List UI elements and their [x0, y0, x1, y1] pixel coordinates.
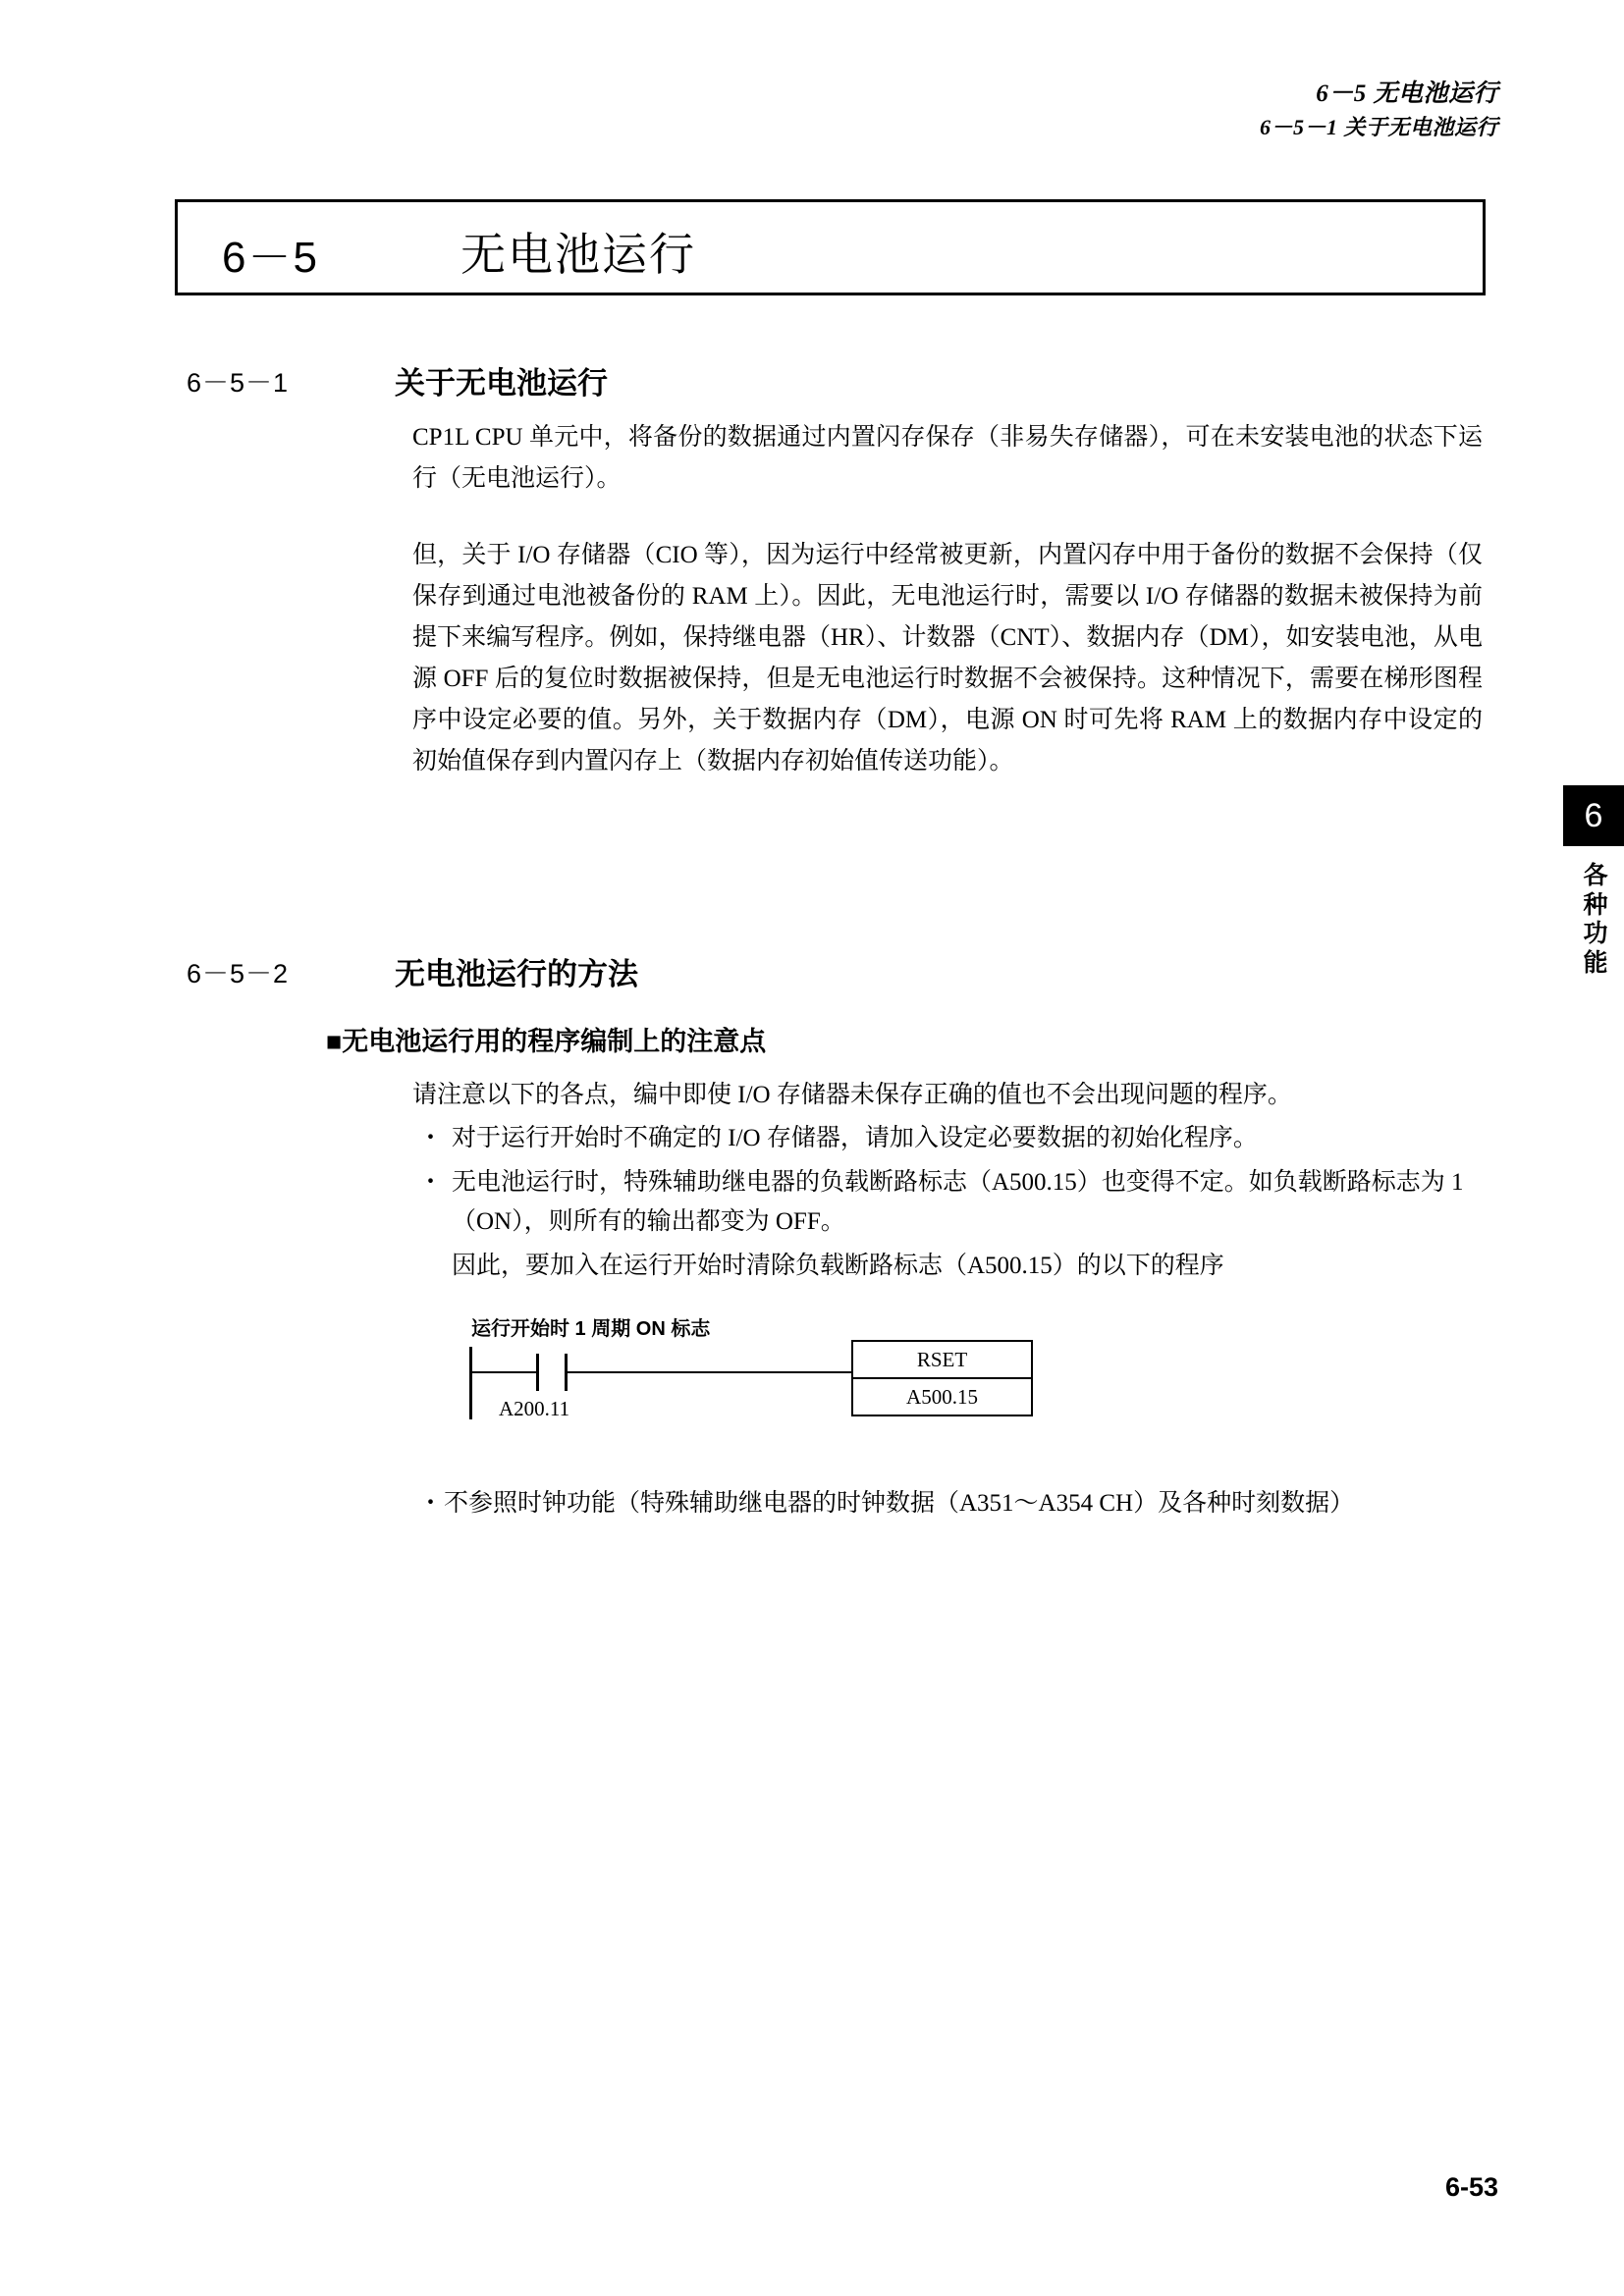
chapter-title-number: 6－5 — [222, 234, 319, 282]
ladder-diagram — [461, 1312, 1119, 1465]
header-section-title: 6－5 无电池运行 — [1316, 80, 1498, 107]
list-item-text: ・ 对于运行开始时不确定的 I/O 存储器，请加入设定必要数据的初始化程序。 — [452, 1125, 1258, 1151]
ladder-left-rail — [469, 1347, 472, 1419]
list-item-note: 因此，要加入在运行开始时清除负载断路标志（A500.15）的以下的程序 — [452, 1252, 1224, 1279]
side-tab-label: 各种功能 — [1583, 862, 1608, 977]
page-number: 6-53 — [1444, 2172, 1498, 2202]
section-number: 6－5－1 — [187, 368, 290, 398]
list-item — [422, 1163, 1483, 1243]
ladder-instruction-operand: A500.15 — [906, 1385, 978, 1409]
header-subsection-title: 6－5－1 关于无电池运行 — [1259, 115, 1498, 140]
section-title: 无电池运行的方法 — [395, 957, 638, 991]
ladder-wire-right — [568, 1371, 852, 1373]
ladder-wire-left — [471, 1371, 536, 1373]
paragraph-intro: CP1L CPU 单元中，将备份的数据通过内置闪存保存（非易失存储器），可在未安装电池的状态下运行（无电池运行）。 — [412, 424, 1483, 492]
contact-bar-left-icon — [536, 1354, 539, 1391]
ladder-instruction-block — [851, 1340, 1033, 1416]
chapter-title-text: 无电池运行 — [460, 229, 696, 280]
page-header — [1260, 77, 1498, 143]
ladder-contact-address: A200.11 — [499, 1397, 570, 1420]
section-number: 6－5－2 — [187, 959, 290, 988]
ladder-instruction-name: RSET — [853, 1342, 1031, 1379]
list-item-last: ・ 不参照时钟功能（特殊辅助继电器的时钟数据（A351～A354 CH）及各种时刻数据） — [422, 1484, 1514, 1523]
paragraph-details: 但，关于 I/O 存储器（CIO 等），因为运行中经常被更新，内置闪存中用于备份的数据不会保持（仅保存到通过电池被备份的 RAM 上）。因此，无电池运行时，需要以 I/O 存储器的数据未被保持为前提下来编写程序。例如，保持继电器（HR）、计数器（CNT）、数据内存（DM），如安装电池，从电源 OFF 后的复位时数据被保持，但是无电池运行时数据不会被保持。这种情况下，需要在梯形图程序中设定必要的值。另外，关于数据内存（DM），电源 ON 时可先将 RAM 上的数据内存中设定的初始值保存到内置闪存上（数据内存初始值传送功能）。 — [412, 542, 1483, 774]
ladder-contact-label: 运行开始时 1 周期 ON 标志 — [471, 1318, 711, 1340]
chapter-title-box — [175, 199, 1486, 295]
list-item — [422, 1119, 1483, 1159]
list-item-text: ・ 无电池运行时，特殊辅助继电器的负载断路标志（A500.15）也变得不定。如负载断路标志为 1（ON），则所有的输出都变为 OFF。 — [452, 1168, 1464, 1235]
section-title: 关于无电池运行 — [395, 366, 608, 400]
bullet-list — [422, 1119, 1483, 1286]
side-tab-chapter-number: 6 — [1563, 785, 1624, 846]
subsection-heading: ■无电池运行用的程序编制上的注意点 — [326, 1027, 767, 1056]
paragraph-notes-intro: 请注意以下的各点，编中即使 I/O 存储器未保存正确的值也不会出现问题的程序。 — [412, 1082, 1292, 1108]
